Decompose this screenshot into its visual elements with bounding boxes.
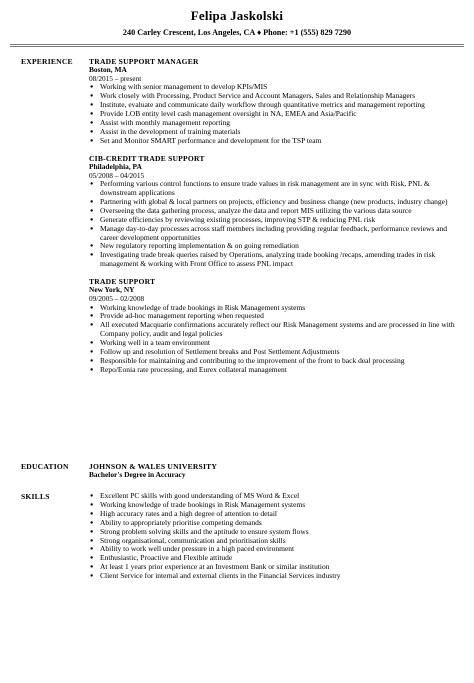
- spacer: [89, 269, 461, 277]
- skill-item: ● Ability to work well under pressure in a high paced environment: [89, 545, 461, 554]
- skills-list: [89, 492, 461, 581]
- candidate-name: Felipa Jaskolski: [190, 8, 284, 23]
- bullet-item: ● Working with senior management to develop KPIs/MIS: [89, 83, 461, 92]
- job-entry: [89, 154, 461, 269]
- job-title: TRADE SUPPORT MANAGER: [89, 57, 199, 66]
- skill-item: ● Strong organisational, communication and prioritisation skills: [89, 537, 461, 546]
- bullet-item: ● Overseeing the data gathering process, analyze the data and report MIS utilizing the various data source: [89, 207, 461, 216]
- job-dates: 08/2015 – present: [89, 73, 142, 83]
- skills-section: [89, 492, 461, 581]
- job-bullets: [89, 83, 461, 145]
- skill-item: ● At least 1 years prior experience at an Investment Bank or similar institution: [89, 563, 461, 572]
- job-bullets: [89, 180, 461, 269]
- section-label-education: EDUCATION: [21, 462, 69, 471]
- job-title: TRADE SUPPORT: [89, 277, 156, 287]
- skill-item: ● Client Service for internal and external clients in the Financial Services industry: [89, 572, 461, 581]
- bullet-item: ● Responsible for maintaining and contributing to the improvement of the front to back deal processing: [89, 357, 461, 366]
- header-divider: [10, 44, 464, 45]
- bullet-item: ● Repo/Eonia rate processing, and Eurex collateral management: [89, 366, 461, 375]
- header-divider-secondary: [10, 46, 464, 47]
- bullet-item: ● Provide LOB entity level cash management oversight in NA, EMEA and Asia/Pacific: [89, 110, 461, 119]
- job-dates: 05/2008 – 04/2015: [89, 170, 145, 180]
- job-entry: [89, 57, 461, 146]
- job-location: New York, NY: [89, 285, 135, 295]
- education-section: [89, 462, 461, 480]
- contact-line: 240 Carley Crescent, Los Angeles, CA ♦ Phone: +1 (555) 829 7290: [122, 28, 352, 37]
- bullet-item: ● Working well in a team environment: [89, 339, 461, 348]
- skill-item: ● Enthusiastic, Proactive and Flexible attitude: [89, 554, 461, 563]
- job-bullets: [89, 304, 461, 375]
- job-dates: 09/2005 – 02/2008: [89, 293, 145, 303]
- bullet-item: ● Working knowledge of trade bookings in Risk Management systems: [89, 304, 461, 313]
- bullet-item: ● Follow up and resolution of Settlement breaks and Post Settlement Adjustments: [89, 348, 461, 357]
- skill-item: ● Ability to appropriately prioritise competing demands: [89, 519, 461, 528]
- bullet-item: ● Assist in the development of training materials: [89, 128, 461, 137]
- bullet-item: ● Assist with monthly management reporting: [89, 119, 461, 128]
- school-name: JOHNSON & WALES UNIVERSITY: [89, 462, 218, 471]
- job-title: CIB-CREDIT TRADE SUPPORT: [89, 153, 205, 163]
- bullet-item: ● Investigating trade break queries raised by Operations, analyzing trade booking /recaps, amending trades in risk management & working with Front Office to assess PNL impact: [89, 251, 461, 269]
- skill-item: ● Strong problem solving skills and the aptitude to ensure system flows: [89, 528, 461, 537]
- skill-item: ● Working knowledge of trade bookings in Risk Management systems: [89, 501, 461, 510]
- skill-item: ● Excellent PC skills with good understanding of MS Word & Excel: [89, 492, 461, 501]
- skill-item: ● High accuracy rates and a high degree of attention to detail: [89, 510, 461, 519]
- bullet-item: ● Work closely with Processing, Product Service and Account Managers, Sales and Relationship Managers: [89, 92, 461, 101]
- degree: Bachelor's Degree in Accuracy: [89, 470, 186, 479]
- bullet-item: ● Generate efficiencies by reviewing existing processes, improving STP & reducing PNL risk: [89, 216, 461, 225]
- section-label-experience: EXPERIENCE: [21, 57, 73, 66]
- bullet-item: ● Set and Monitor SMART performance and development for the TSP team: [89, 137, 461, 146]
- bullet-item: ● Manage day-to-day processes across staff members including providing regular feedback, performance reviews and career development opportunities: [89, 225, 461, 243]
- bullet-item: ● All executed Macquarie confirmations accurately reflect our Risk Management systems and are processed in line with Company policy, audit and legal policies: [89, 321, 461, 339]
- job-entry: [89, 277, 461, 375]
- job-location: Boston, MA: [89, 65, 127, 74]
- job-location: Philadelphia, PA: [89, 161, 142, 171]
- bullet-item: ● New regulatory reporting implementation & on going remediation: [89, 242, 461, 251]
- bullet-item: ● Performing various control functions to ensure trade values in risk management are in sync with Risk, PNL & downstream applications: [89, 180, 461, 198]
- section-label-skills: SKILLS: [21, 492, 50, 501]
- bullet-item: ● Partnering with global & local partners on projects, efficiency and business change (new products, industry change): [89, 198, 461, 207]
- spacer: [89, 146, 461, 154]
- bullet-item: ● Provide ad-hoc management reporting when requested: [89, 312, 461, 321]
- experience-section: [89, 57, 461, 375]
- bullet-item: ● Institute, evaluate and communicate daily workflow through quantitative metrics and management reporting: [89, 101, 461, 110]
